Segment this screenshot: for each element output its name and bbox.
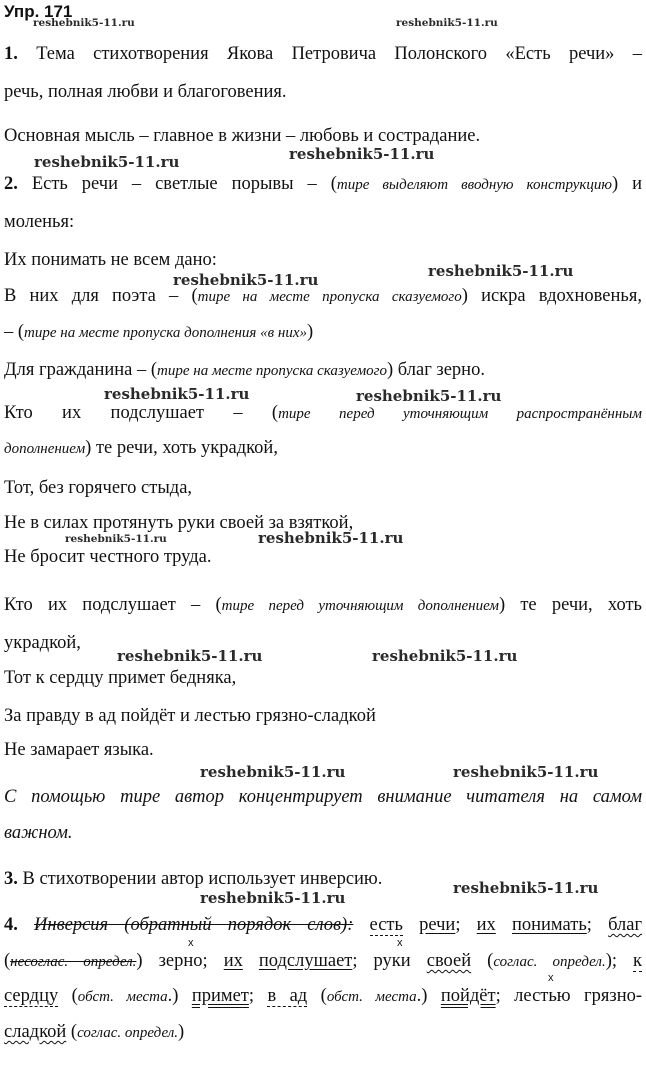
p2-conclusion-1: С помощью тире автор концентрирует внимание читателя на самом [4,787,642,807]
p1-line-2: речь, полная любви и благоговения. [4,82,287,102]
p4-line-3: сердцу (обст. места.) примет; в ад (обст. места.) пойдёт; лестью грязно- [4,986,643,1006]
p2-line-5: – (тире на месте пропуска дополнения «в них») [4,322,314,342]
watermark: reshebnik5-11.ru [173,271,319,289]
p1-line-1: 1. Тема стихотворения Якова Петровича Полонского «Есть речи» – [4,44,643,64]
p2-line-10: Не в силах протянуть руки своей за взяткой, [4,513,354,533]
watermark: reshebnik5-11.ru [372,647,518,665]
p2-line-15: За правду в ад пойдёт и лестью грязно-сладкой [4,706,376,726]
watermark: reshebnik5-11.ru [453,879,599,897]
watermark: reshebnik5-11.ru [34,153,180,171]
watermark: reshebnik5-11.ru [289,145,435,163]
x-mark: x [188,937,194,949]
watermark: reshebnik5-11.ru [258,529,404,547]
exercise-title: Упр. 171 [4,2,73,21]
watermark: reshebnik5-11.ru [33,17,135,29]
p3-line: 3. В стихотворении автор использует инверсию. [4,869,383,889]
watermark: reshebnik5-11.ru [428,262,574,280]
p2-line-9: Тот, без горячего стыда, [4,478,193,498]
watermark: reshebnik5-11.ru [396,17,498,29]
p2-line-1: 2. Есть речи – светлые порывы – (тире выделяют вводную конструкцию) и [4,174,642,194]
p2-line-6: Для гражданина – (тире на месте пропуска сказуемого) благ зерно. [4,360,485,380]
p2-line-3: Их понимать не всем дано: [4,250,217,270]
watermark: reshebnik5-11.ru [453,763,599,781]
p2-line-12: Кто их подслушает – (тире перед уточняющим дополнением) те речи, хоть [4,595,642,615]
p2-line-8: дополнением) те речи, хоть украдкой, [4,438,278,458]
watermark: reshebnik5-11.ru [65,533,167,545]
p4-line-4: сладкой (соглас. определ.) [4,1022,185,1042]
p1-main-idea: Основная мысль – главное в жизни – любовь и сострадание. [4,126,481,146]
p2-line-2: моленья: [4,212,75,232]
p2-line-11: Не бросит честного труда. [4,547,212,567]
watermark: reshebnik5-11.ru [104,385,250,403]
watermark: reshebnik5-11.ru [200,889,346,907]
p2-conclusion-2: важном. [4,823,73,843]
p2-line-4: В них для поэта – (тире на месте пропуска сказуемого) искра вдохновенья, [4,286,642,306]
x-mark: x [548,972,554,984]
p2-line-16: Не замарает языка. [4,740,154,760]
watermark: reshebnik5-11.ru [356,387,502,405]
p4-line-2: (несоглас. определ.) зерно; их подслушает; руки своей (соглас. определ.); к [4,951,643,971]
p2-line-14: Тот к сердцу примет бедняка, [4,668,237,688]
p2-line-7: Кто их подслушает – (тире перед уточняющим распространённым [4,403,642,423]
p2-line-13: украдкой, [4,633,81,653]
watermark: reshebnik5-11.ru [200,763,346,781]
p4-line-1: 4. Инверсия (обратный порядок слов): есть речи; их понимать; благ [4,915,643,935]
x-mark: x [397,937,403,949]
watermark: reshebnik5-11.ru [117,647,263,665]
